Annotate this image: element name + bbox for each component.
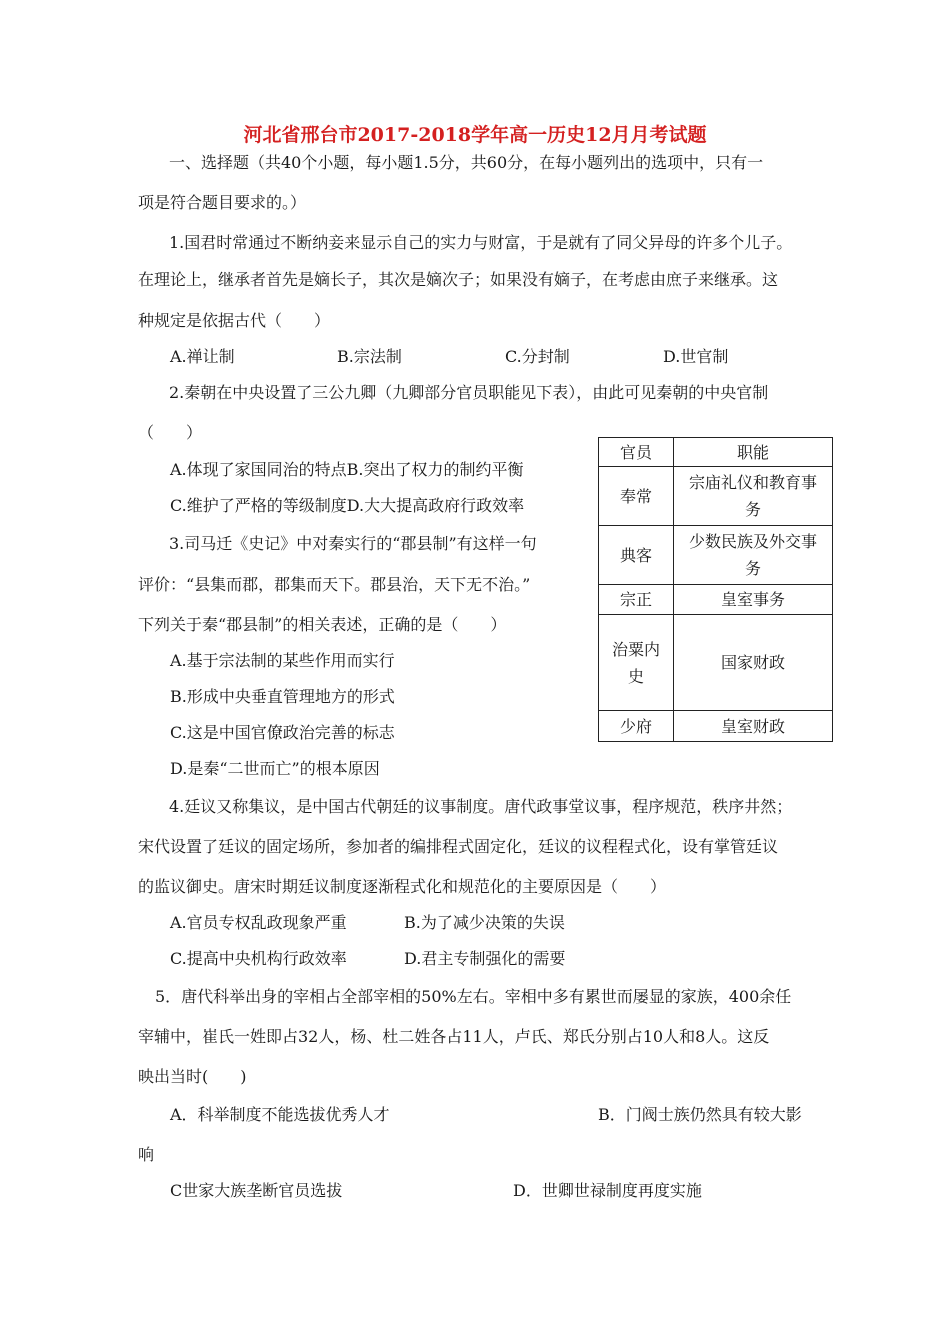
q3-stem-line2: 评价：“县集而郡，郡集而天下。郡县治，天下无不治。” <box>138 575 531 594</box>
q2-options-ab: A.体现了家国同治的特点B.突出了权力的制约平衡 <box>170 460 524 479</box>
table-cell-duty: 皇室财政 <box>674 711 833 742</box>
duty-text-line2: 务 <box>744 559 761 578</box>
section-intro-line2: 项是符合题目要求的。） <box>138 193 307 212</box>
q3-option-d: D.是秦“二世而亡”的根本原因 <box>170 759 380 778</box>
table-row <box>599 526 833 585</box>
q4-stem-line3: 的监议御史。唐宋时期廷议制度逐渐程式化和规范化的主要原因是（ ） <box>138 877 667 896</box>
q4-option-c: C.提高中央机构行政效率 <box>170 949 347 968</box>
q5-stem-line1: 5．唐代科举出身的宰相占全部宰相的50%左右。宰相中多有累世而屡显的家族，400余任 <box>155 987 792 1006</box>
q5-option-c: C世家大族垄断官员选拔 <box>170 1181 343 1200</box>
q3-option-a: A.基于宗法制的某些作用而实行 <box>170 651 395 670</box>
q1-option-c: C.分封制 <box>505 347 570 366</box>
q4-stem-line1: 4.廷议又称集议，是中国古代朝廷的议事制度。唐代政事堂议事，程序规范，秩序井然； <box>169 797 793 816</box>
duty-text-line1: 宗庙礼仪和教育事 <box>688 473 817 492</box>
q2-options-cd: C.维护了严格的等级制度D.大大提高政府行政效率 <box>170 496 525 515</box>
q5-stem-line3: 映出当时( ) <box>138 1067 247 1086</box>
table-cell-official <box>599 615 674 711</box>
q3-stem-line1: 3.司马迁《史记》中对秦实行的“郡县制”有这样一句 <box>169 534 537 553</box>
table-cell-duty <box>674 526 833 585</box>
q3-option-b: B.形成中央垂直管理地方的形式 <box>170 687 395 706</box>
q2-stem-line2: （ ） <box>138 423 203 442</box>
q1-stem-line1: 1.国君时常通过不断纳妾来显示自己的实力与财富，于是就有了同父异母的许多个儿子。 <box>169 233 793 252</box>
official-text-line1: 治粟内 <box>611 639 660 659</box>
table-row <box>599 711 833 742</box>
q4-stem-line2: 宋代设置了廷议的固定场所，参加者的编排程式固定化，廷议的议程程式化，设有掌管廷议 <box>138 837 779 856</box>
q5-option-b: B．门阀士族仍然具有较大影 <box>598 1105 802 1124</box>
officials-duty-table <box>598 437 833 742</box>
q4-option-a: A.官员专权乱政现象严重 <box>170 913 347 932</box>
table-cell-official: 少府 <box>599 711 674 742</box>
table-row <box>599 585 833 615</box>
table-cell-official: 奉常 <box>599 467 674 526</box>
table-cell-duty: 国家财政 <box>674 615 833 711</box>
table-header-row <box>599 438 833 467</box>
q1-option-b: B.宗法制 <box>337 347 402 366</box>
table-header-official: 官员 <box>599 438 674 467</box>
q1-stem-line3: 种规定是依据古代（ ） <box>138 311 331 330</box>
table-row <box>599 615 833 711</box>
table-cell-official: 典客 <box>599 526 674 585</box>
q4-option-b: B.为了减少决策的失误 <box>404 913 565 932</box>
q5-stem-line2: 宰辅中，崔氏一姓即占32人，杨、杜二姓各占11人，卢氏、郑氏分别占10人和8人。这反 <box>138 1027 770 1046</box>
table-cell-official: 宗正 <box>599 585 674 615</box>
page-title: 河北省邢台市2017-2018学年高一历史12月月考试题 <box>243 124 707 146</box>
q5-option-d: D．世卿世禄制度再度实施 <box>513 1181 702 1200</box>
q1-option-d: D.世官制 <box>663 347 729 366</box>
q1-stem-line2: 在理论上，继承者首先是嫡长子，其次是嫡次子；如果没有嫡子，在考虑由庶子来继承。这 <box>138 270 779 289</box>
q3-stem-line3: 下列关于秦“郡县制”的相关表述，正确的是（ ） <box>138 615 507 634</box>
duty-text-line2: 务 <box>744 500 761 519</box>
duty-text-line1: 少数民族及外交事 <box>688 532 817 551</box>
q5-option-a: A．科举制度不能选拔优秀人才 <box>170 1105 390 1124</box>
table-cell-duty <box>674 467 833 526</box>
q5-option-b-wrap: 响 <box>138 1145 155 1164</box>
table-row <box>599 467 833 526</box>
q3-option-c: C.这是中国官僚政治完善的标志 <box>170 723 395 742</box>
q4-option-d: D.君主专制强化的需要 <box>404 949 566 968</box>
q1-option-a: A.禅让制 <box>170 347 235 366</box>
official-text-line2: 史 <box>627 666 644 686</box>
q2-stem-line1: 2.秦朝在中央设置了三公九卿（九卿部分官员职能见下表），由此可见秦朝的中央官制 <box>169 383 769 402</box>
table-header-duty: 职能 <box>674 438 833 467</box>
section-intro-line1: 一、选择题（共40个小题，每小题1.5分，共60分，在每小题列出的选项中，只有一 <box>169 153 764 172</box>
table-cell-duty: 皇室事务 <box>674 585 833 615</box>
